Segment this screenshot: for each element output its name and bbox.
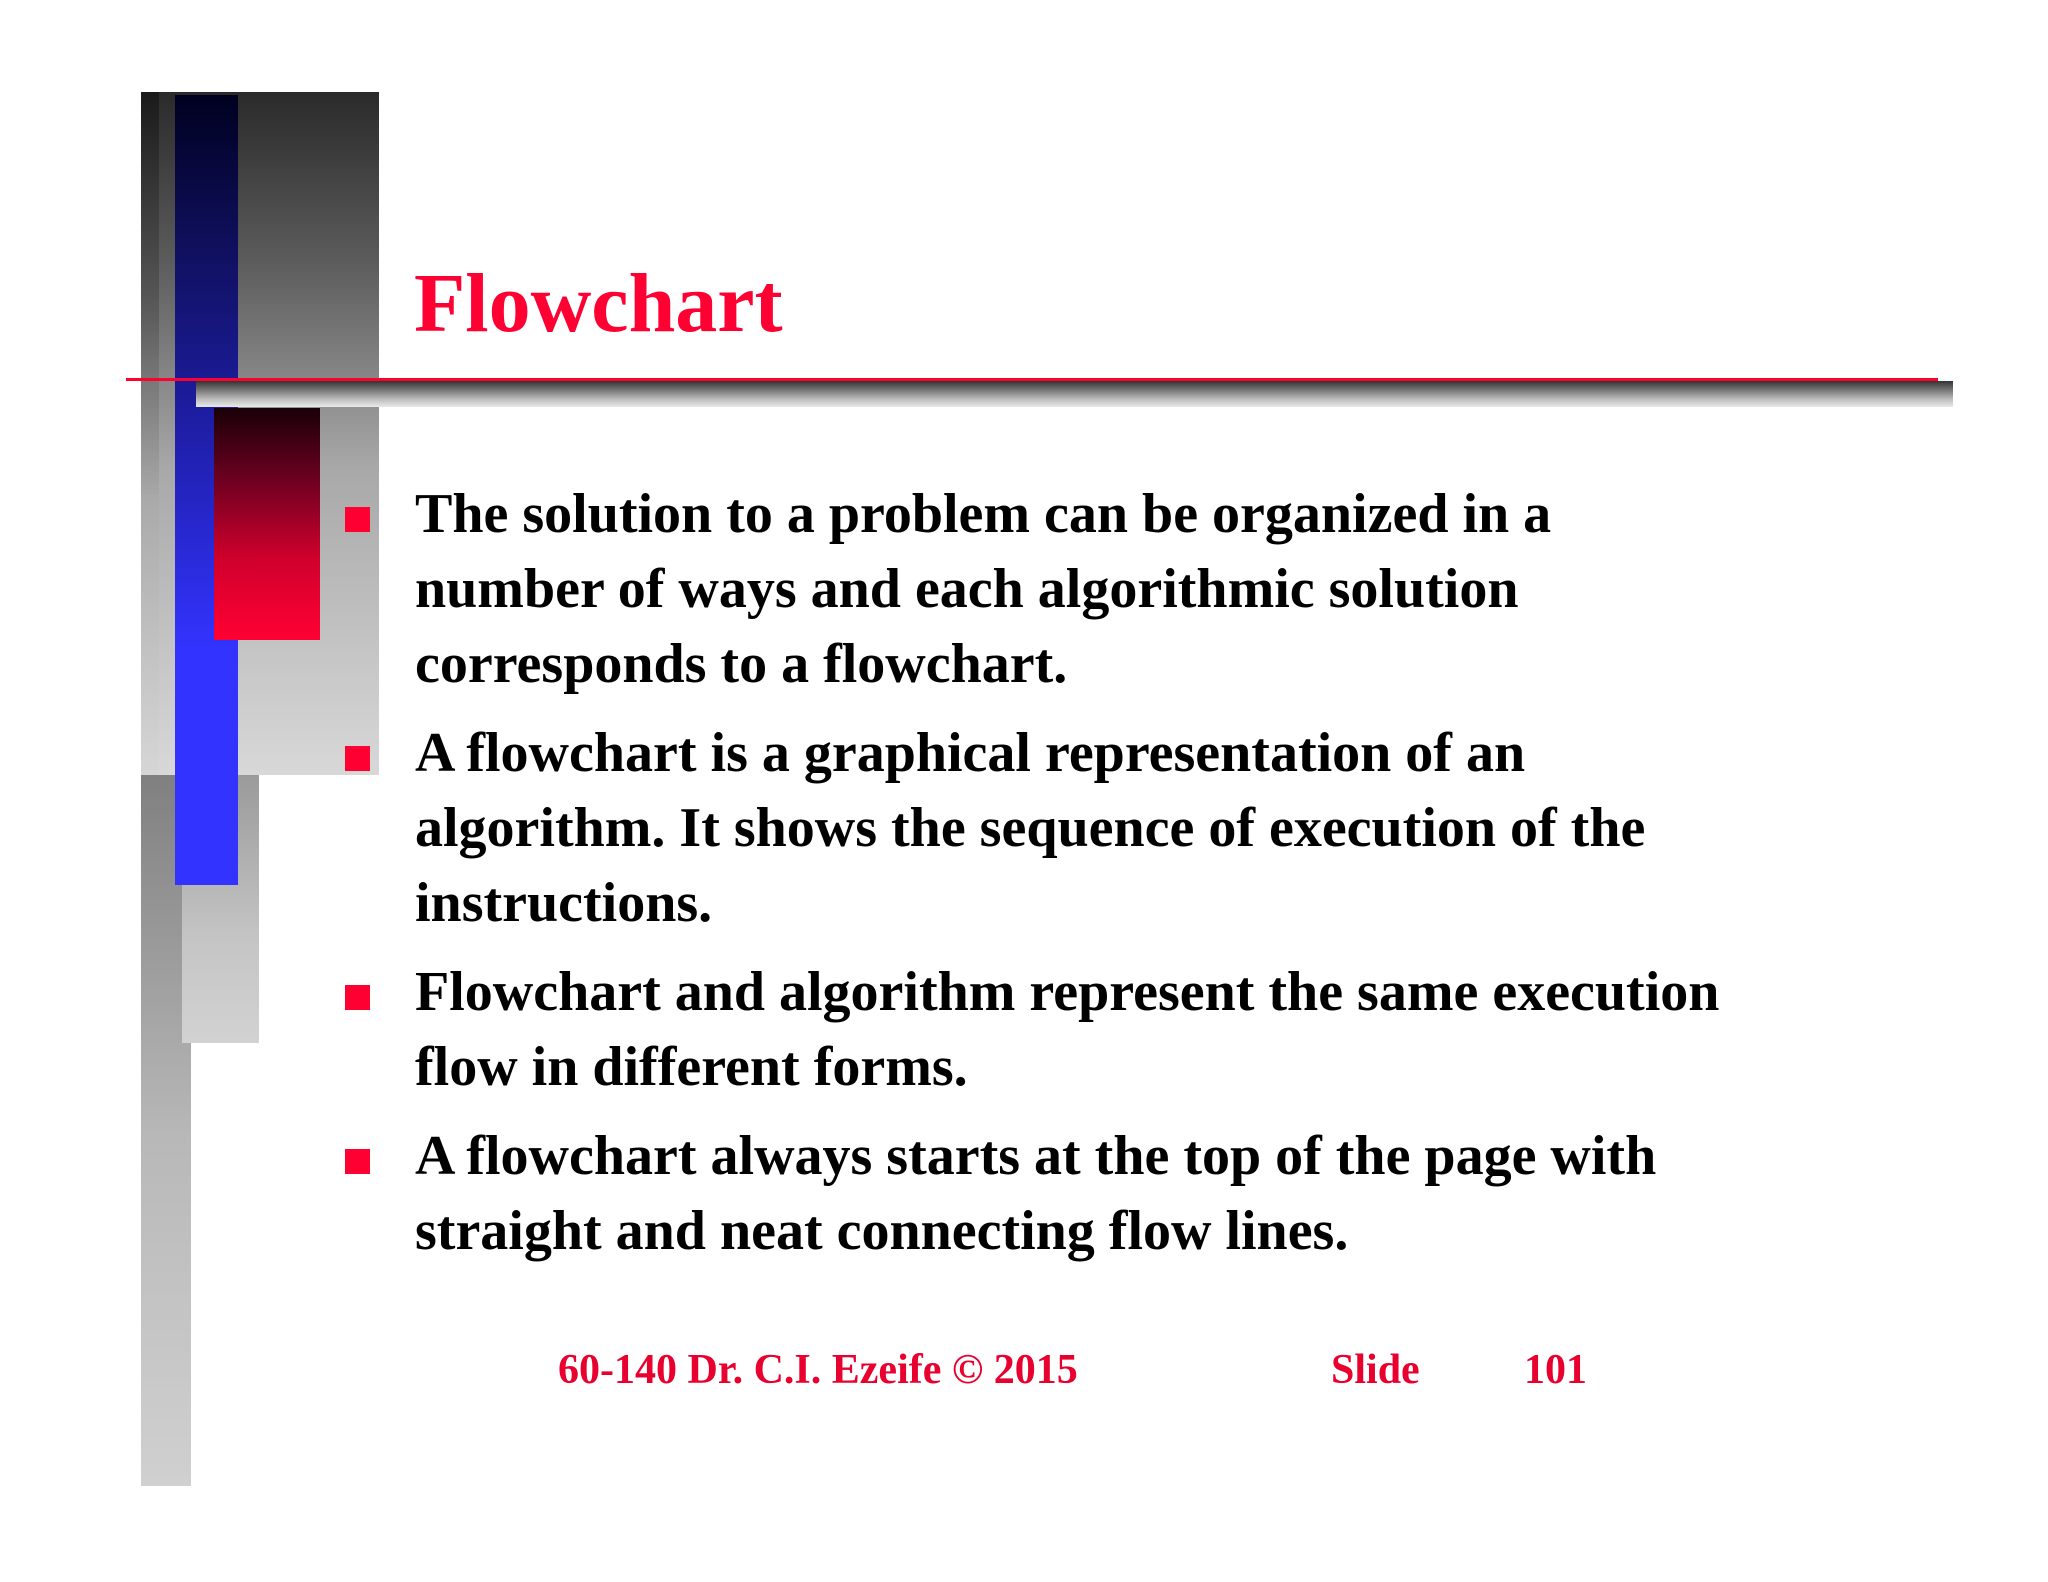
title-rule [126,378,1938,381]
footer-course-credit: 60-140 Dr. C.I. Ezeife © 2015 [558,1347,1078,1393]
decorative-red-block [214,408,320,640]
slide-title: Flowchart [414,257,783,350]
footer-slide-number: 101 [1524,1347,1587,1393]
square-bullet-icon [345,1149,370,1174]
bullet-text: A flowchart is a graphical representation of an algorithm. It shows the sequence of execution of the instructions. [415,722,1646,934]
bullet-text: A flowchart always starts at the top of the page with straight and neat connecting flow lines. [415,1125,1657,1262]
title-rule-shadow [196,381,1953,407]
bullet-text: The solution to a problem can be organized in a number of ways and each algorithmic solution corresponds to a flowchart. [415,483,1552,695]
square-bullet-icon [345,746,370,771]
square-bullet-icon [345,985,370,1010]
bullet-text: Flowchart and algorithm represent the same execution flow in different forms. [415,961,1720,1098]
square-bullet-icon [345,507,370,532]
footer-slide-label: Slide [1331,1347,1420,1393]
